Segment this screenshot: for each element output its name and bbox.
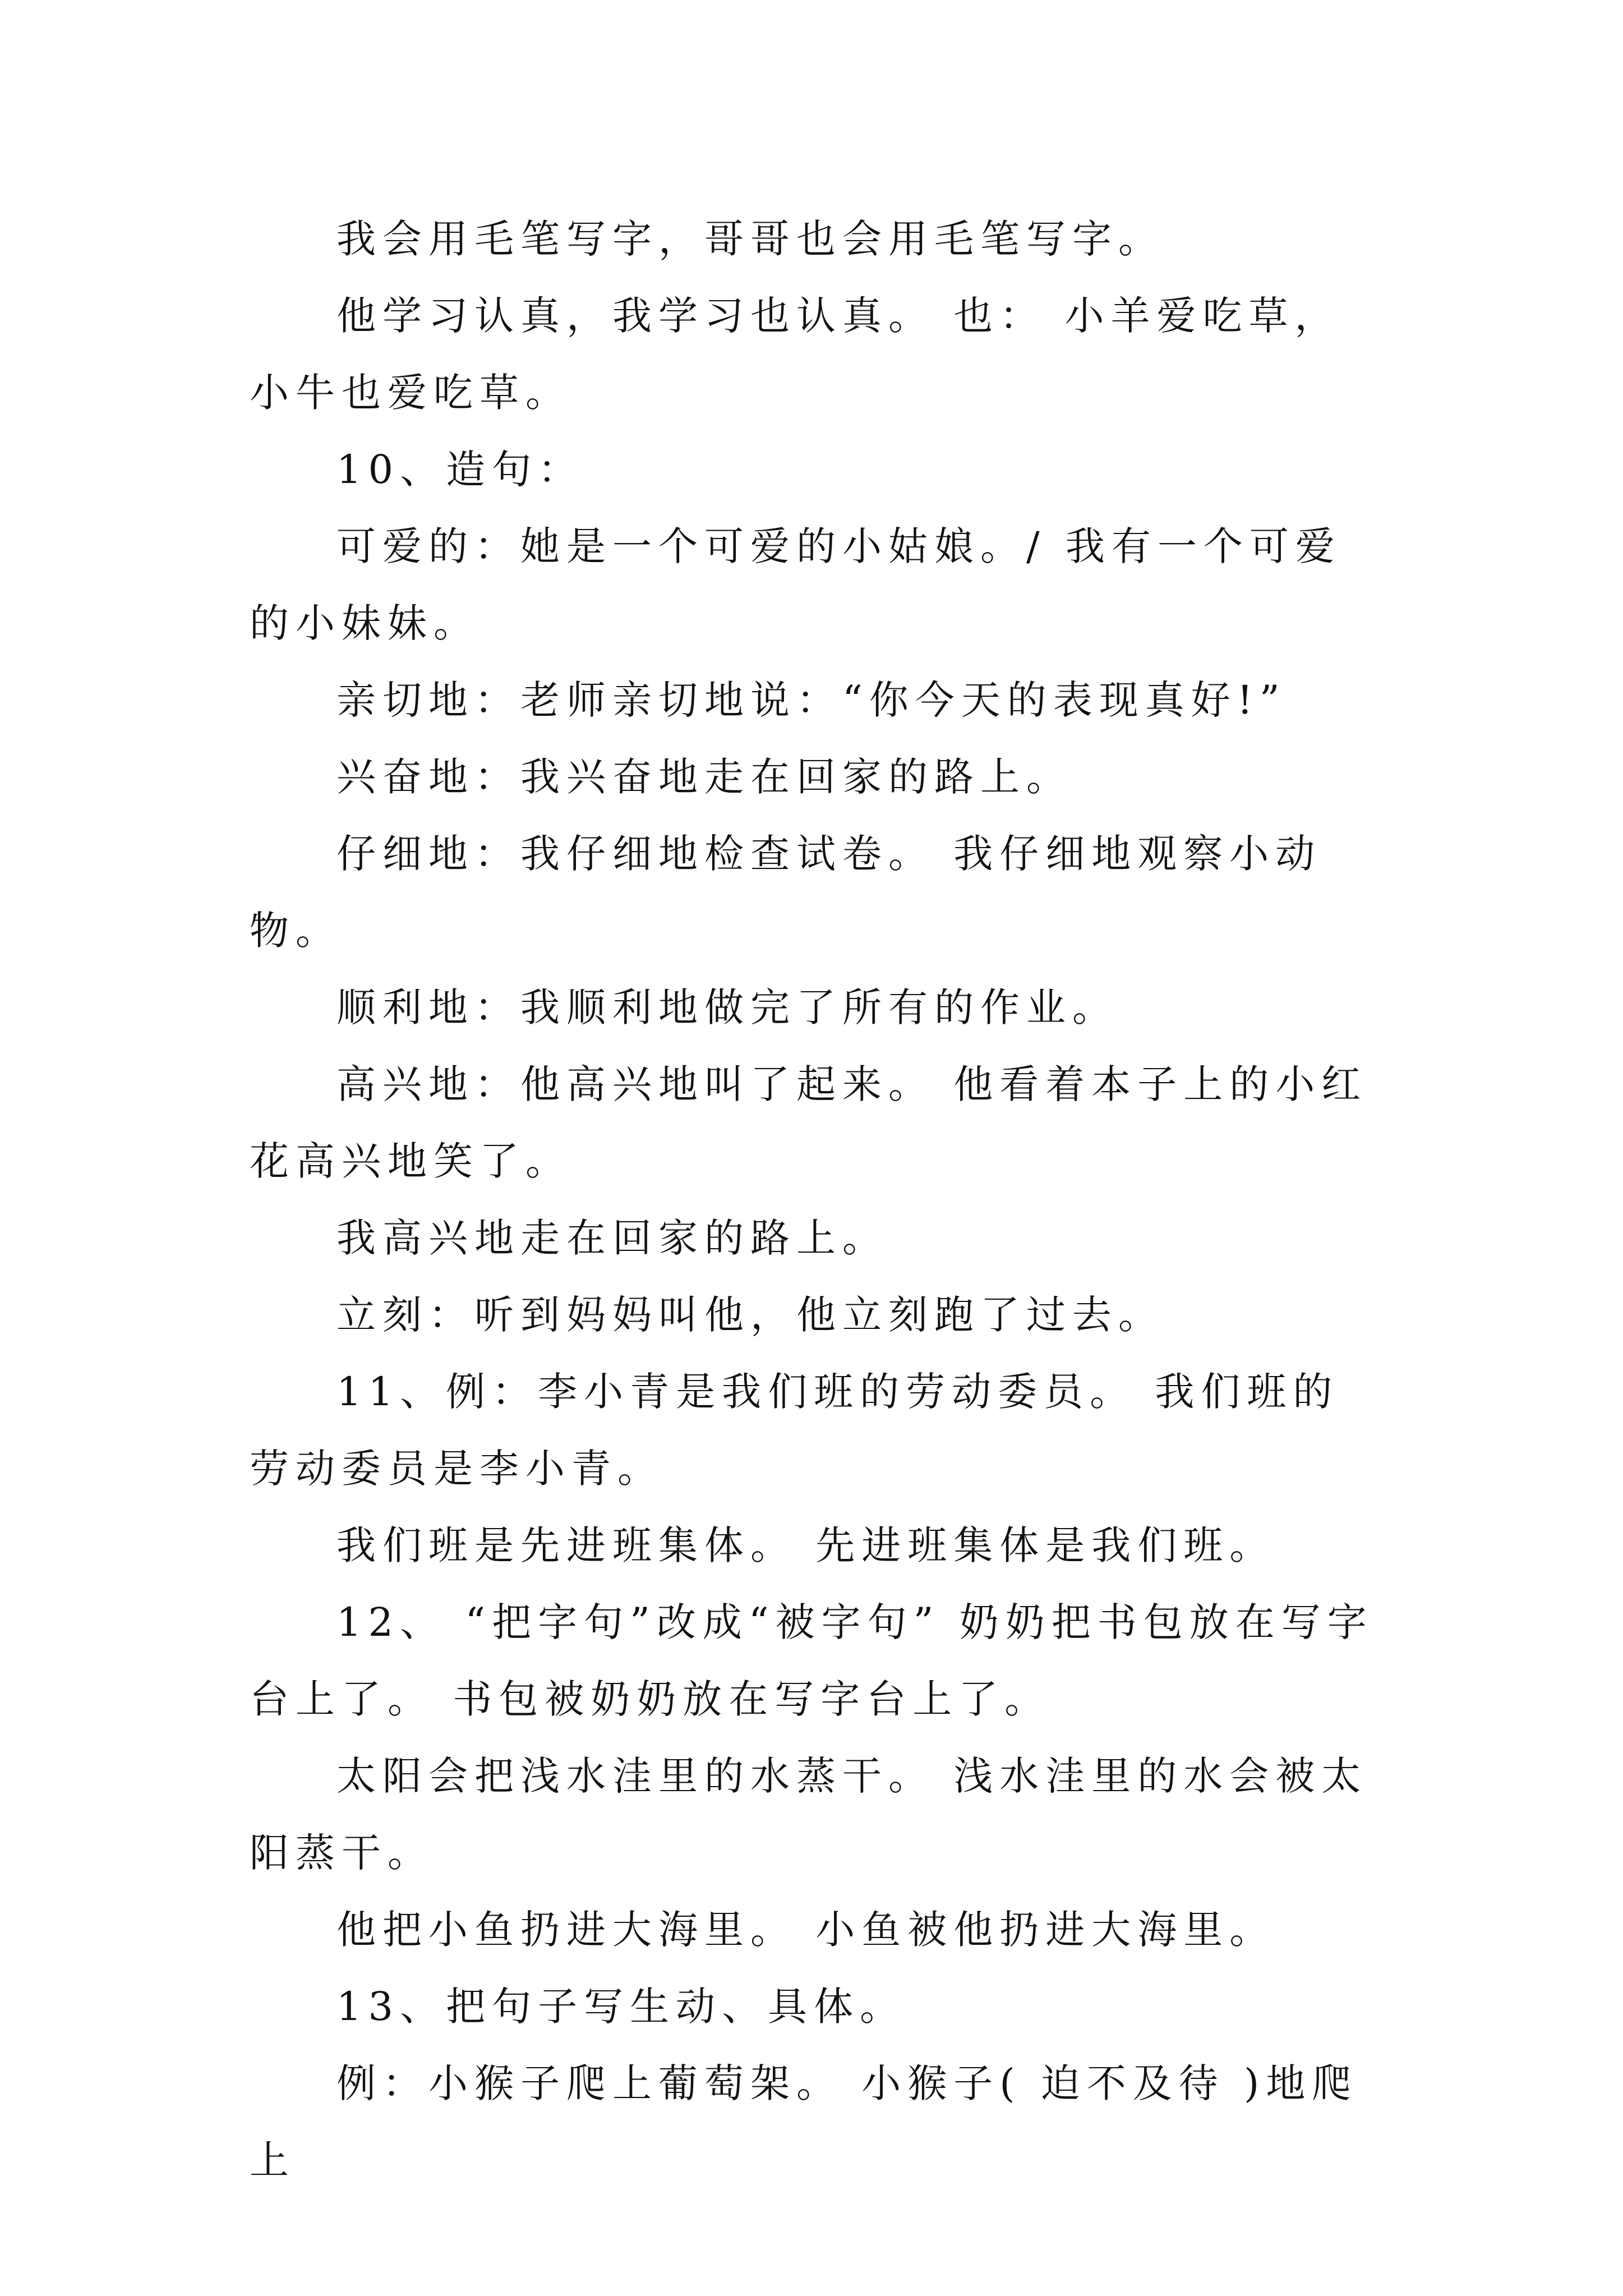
paragraph: 高兴地：他高兴地叫了起来。 他看着本子上的小红花高兴地笑了。 bbox=[250, 1061, 1368, 1184]
paragraph: 仔细地：我仔细地检查试卷。 我仔细地观察小动物。 bbox=[250, 831, 1322, 954]
paragraph: 例：小猴子爬上葡萄架。 小猴子( 迫不及待 )地爬上 bbox=[250, 2060, 1358, 2183]
paragraph: 我会用毛笔写字，哥哥也会用毛笔写字。 bbox=[336, 216, 1164, 262]
paragraph: 11、例：李小青是我们班的劳动委员。 我们班的劳动委员是李小青。 bbox=[250, 1369, 1339, 1492]
document-body bbox=[250, 201, 1377, 2199]
paragraph: 立刻：听到妈妈叫他，他立刻跑了过去。 bbox=[336, 1292, 1164, 1338]
paragraph: 我高兴地走在回家的路上。 bbox=[336, 1215, 888, 1261]
paragraph: 亲切地：老师亲切地说：“你今天的表现真好!” bbox=[336, 677, 1287, 723]
paragraph: 兴奋地：我兴奋地走在回家的路上。 bbox=[336, 754, 1072, 800]
paragraph: 顺利地：我顺利地做完了所有的作业。 bbox=[336, 984, 1118, 1030]
paragraph: 我们班是先进班集体。 先进班集体是我们班。 bbox=[336, 1522, 1276, 1568]
paragraph: 可爱的：她是一个可爱的小姑娘。/ 我有一个可爱的小妹妹。 bbox=[250, 523, 1341, 646]
paragraph: 太阳会把浅水洼里的水蒸干。 浅水洼里的水会被太阳蒸干。 bbox=[250, 1753, 1368, 1876]
paragraph: 他学习认真，我学习也认真。 也： 小羊爱吃草，小牛也爱吃草。 bbox=[250, 293, 1341, 416]
paragraph: 13、把句子写生动、具体。 bbox=[336, 1984, 906, 2030]
paragraph: 他把小鱼扔进大海里。 小鱼被他扔进大海里。 bbox=[336, 1907, 1276, 1953]
paragraph: 10、造句： bbox=[336, 447, 584, 493]
paragraph: 12、 “把字句”改成“被字句” 奶奶把书包放在写字台上了。 书包被奶奶放在写字台上了。 bbox=[250, 1599, 1373, 1722]
